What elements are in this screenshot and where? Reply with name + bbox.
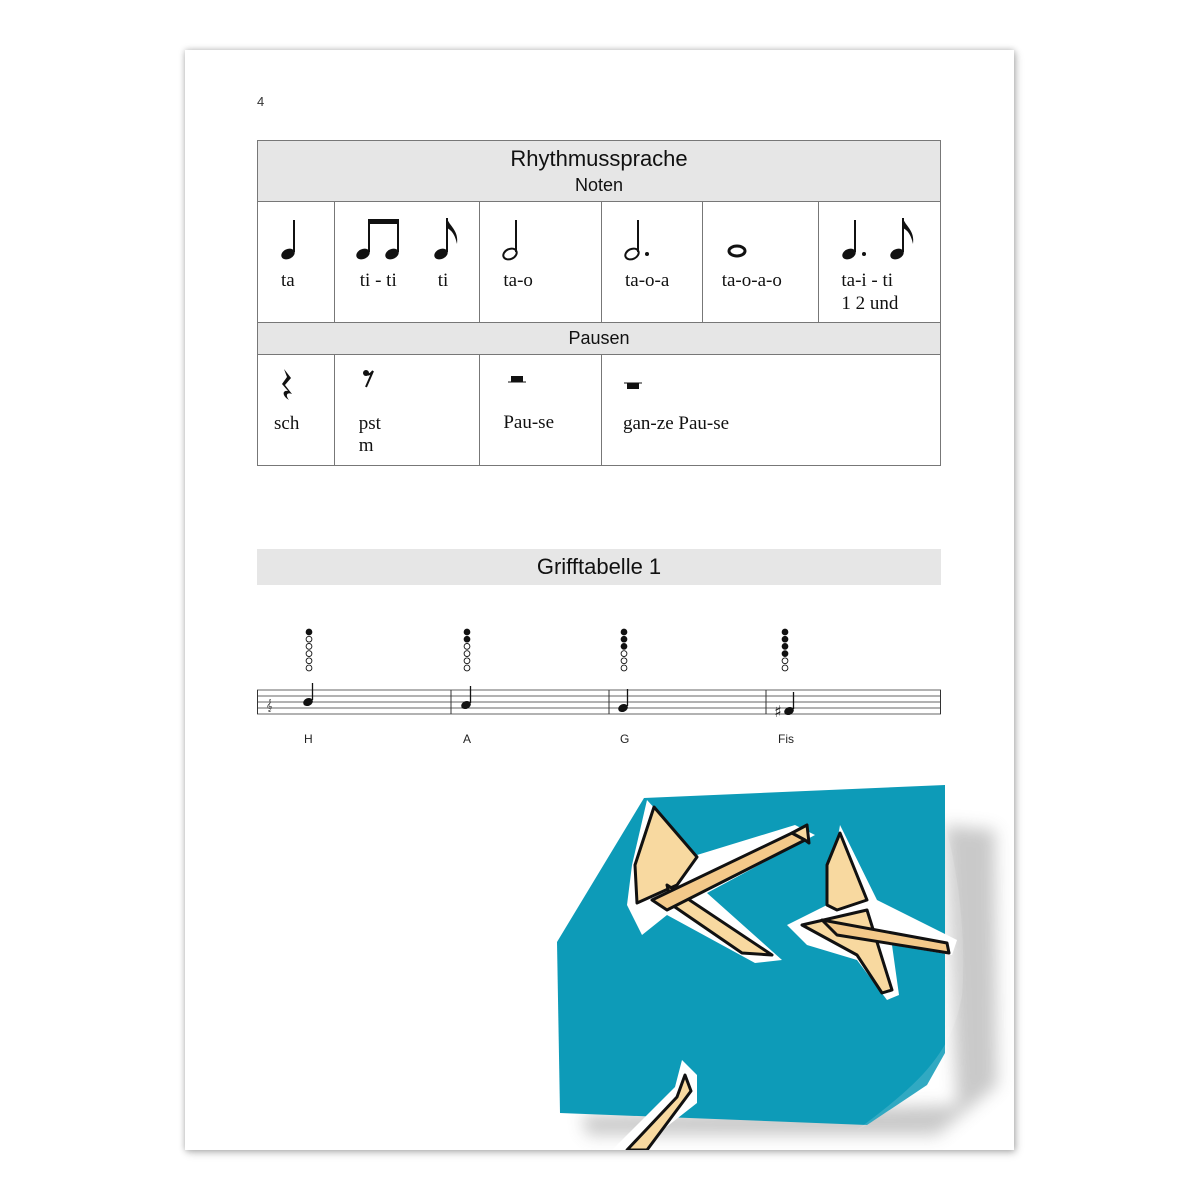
closed-hole [306, 629, 312, 635]
open-hole [621, 658, 627, 664]
quarter-note-icon [258, 202, 335, 322]
note-cell-quarter [258, 202, 335, 322]
note-name-label: G [620, 732, 630, 746]
note-cell-dotted-half [602, 202, 703, 322]
open-hole [306, 644, 312, 650]
note-syllable: ta [281, 270, 295, 291]
closed-hole [782, 644, 788, 650]
open-hole [782, 658, 788, 664]
note-syllable: ti - ti [359, 270, 397, 291]
note-syllable: 1 2 und [841, 293, 899, 314]
closed-hole [782, 636, 788, 642]
note-syllable: ti [437, 270, 449, 291]
rhythm-table [257, 140, 941, 466]
dotted-half-note-icon [602, 202, 703, 322]
note-syllable: ta-i - ti [841, 270, 894, 291]
fingering-diagram-fis [782, 629, 788, 671]
rest-cell-half [480, 355, 602, 465]
rest-syllable: sch [274, 413, 300, 434]
rest-cell-eighth [335, 355, 481, 465]
note-name-label: A [463, 732, 472, 746]
half-rest-icon [480, 355, 602, 465]
rests-header: Pausen [258, 323, 940, 355]
page-number: 4 [257, 94, 265, 109]
fingering-diagram-h [306, 629, 312, 671]
note-name-label: H [304, 732, 313, 746]
rest-syllable: pst [358, 413, 381, 434]
rests-row [258, 355, 940, 465]
open-hole [621, 665, 627, 671]
notes-row [258, 202, 940, 323]
closed-hole [464, 636, 470, 642]
open-hole [306, 658, 312, 664]
closed-hole [782, 629, 788, 635]
closed-hole [621, 644, 627, 650]
note-cell-dotted-quarter [819, 202, 940, 322]
rest-syllable: Pau-se [503, 412, 555, 433]
rest-syllable: m [358, 435, 374, 456]
paper-planes-illustration [557, 785, 1017, 1150]
open-hole [306, 665, 312, 671]
half-note-icon [480, 202, 602, 322]
fingering-diagrams [306, 629, 788, 671]
quarter-rest-icon [258, 355, 335, 465]
fingering-diagram-g [621, 629, 627, 671]
closed-hole [621, 636, 627, 642]
rest-cell-quarter [258, 355, 335, 465]
page [185, 50, 1014, 1150]
note-cell-eighths [335, 202, 481, 322]
open-hole [464, 658, 470, 664]
note-g [617, 689, 629, 714]
notes-header: Noten [574, 175, 624, 195]
fingering-diagram-a [464, 629, 470, 671]
svg-text:𝄞: 𝄞 [266, 700, 273, 712]
fingering-chart-title: Grifftabelle 1 [257, 549, 941, 585]
eighth-notes-icon [335, 202, 481, 322]
svg-text:♯: ♯ [774, 702, 782, 721]
closed-hole [782, 651, 788, 657]
rest-syllable: gan-ze Pau-se [623, 413, 730, 434]
fingering-staff [257, 620, 941, 730]
open-hole [464, 651, 470, 657]
open-hole [306, 651, 312, 657]
note-cell-half [480, 202, 602, 322]
open-hole [621, 651, 627, 657]
rhythm-table-header [258, 141, 940, 202]
open-hole [464, 665, 470, 671]
closed-hole [621, 629, 627, 635]
eighth-rest-icon [335, 355, 481, 465]
note-syllable: ta-o-a-o [721, 270, 782, 291]
note-h [302, 683, 314, 708]
whole-note-icon [703, 202, 820, 322]
note-name-label: Fis [778, 732, 794, 746]
whole-rest-icon [602, 355, 941, 465]
open-hole [782, 665, 788, 671]
open-hole [464, 644, 470, 650]
rest-cell-whole [602, 355, 940, 465]
closed-hole [464, 629, 470, 635]
note-syllable: ta-o [503, 270, 533, 291]
note-cell-whole [703, 202, 820, 322]
open-hole [306, 636, 312, 642]
rhythm-table-title: Rhythmussprache [510, 146, 688, 171]
note-syllable: ta-o-a [625, 270, 670, 291]
